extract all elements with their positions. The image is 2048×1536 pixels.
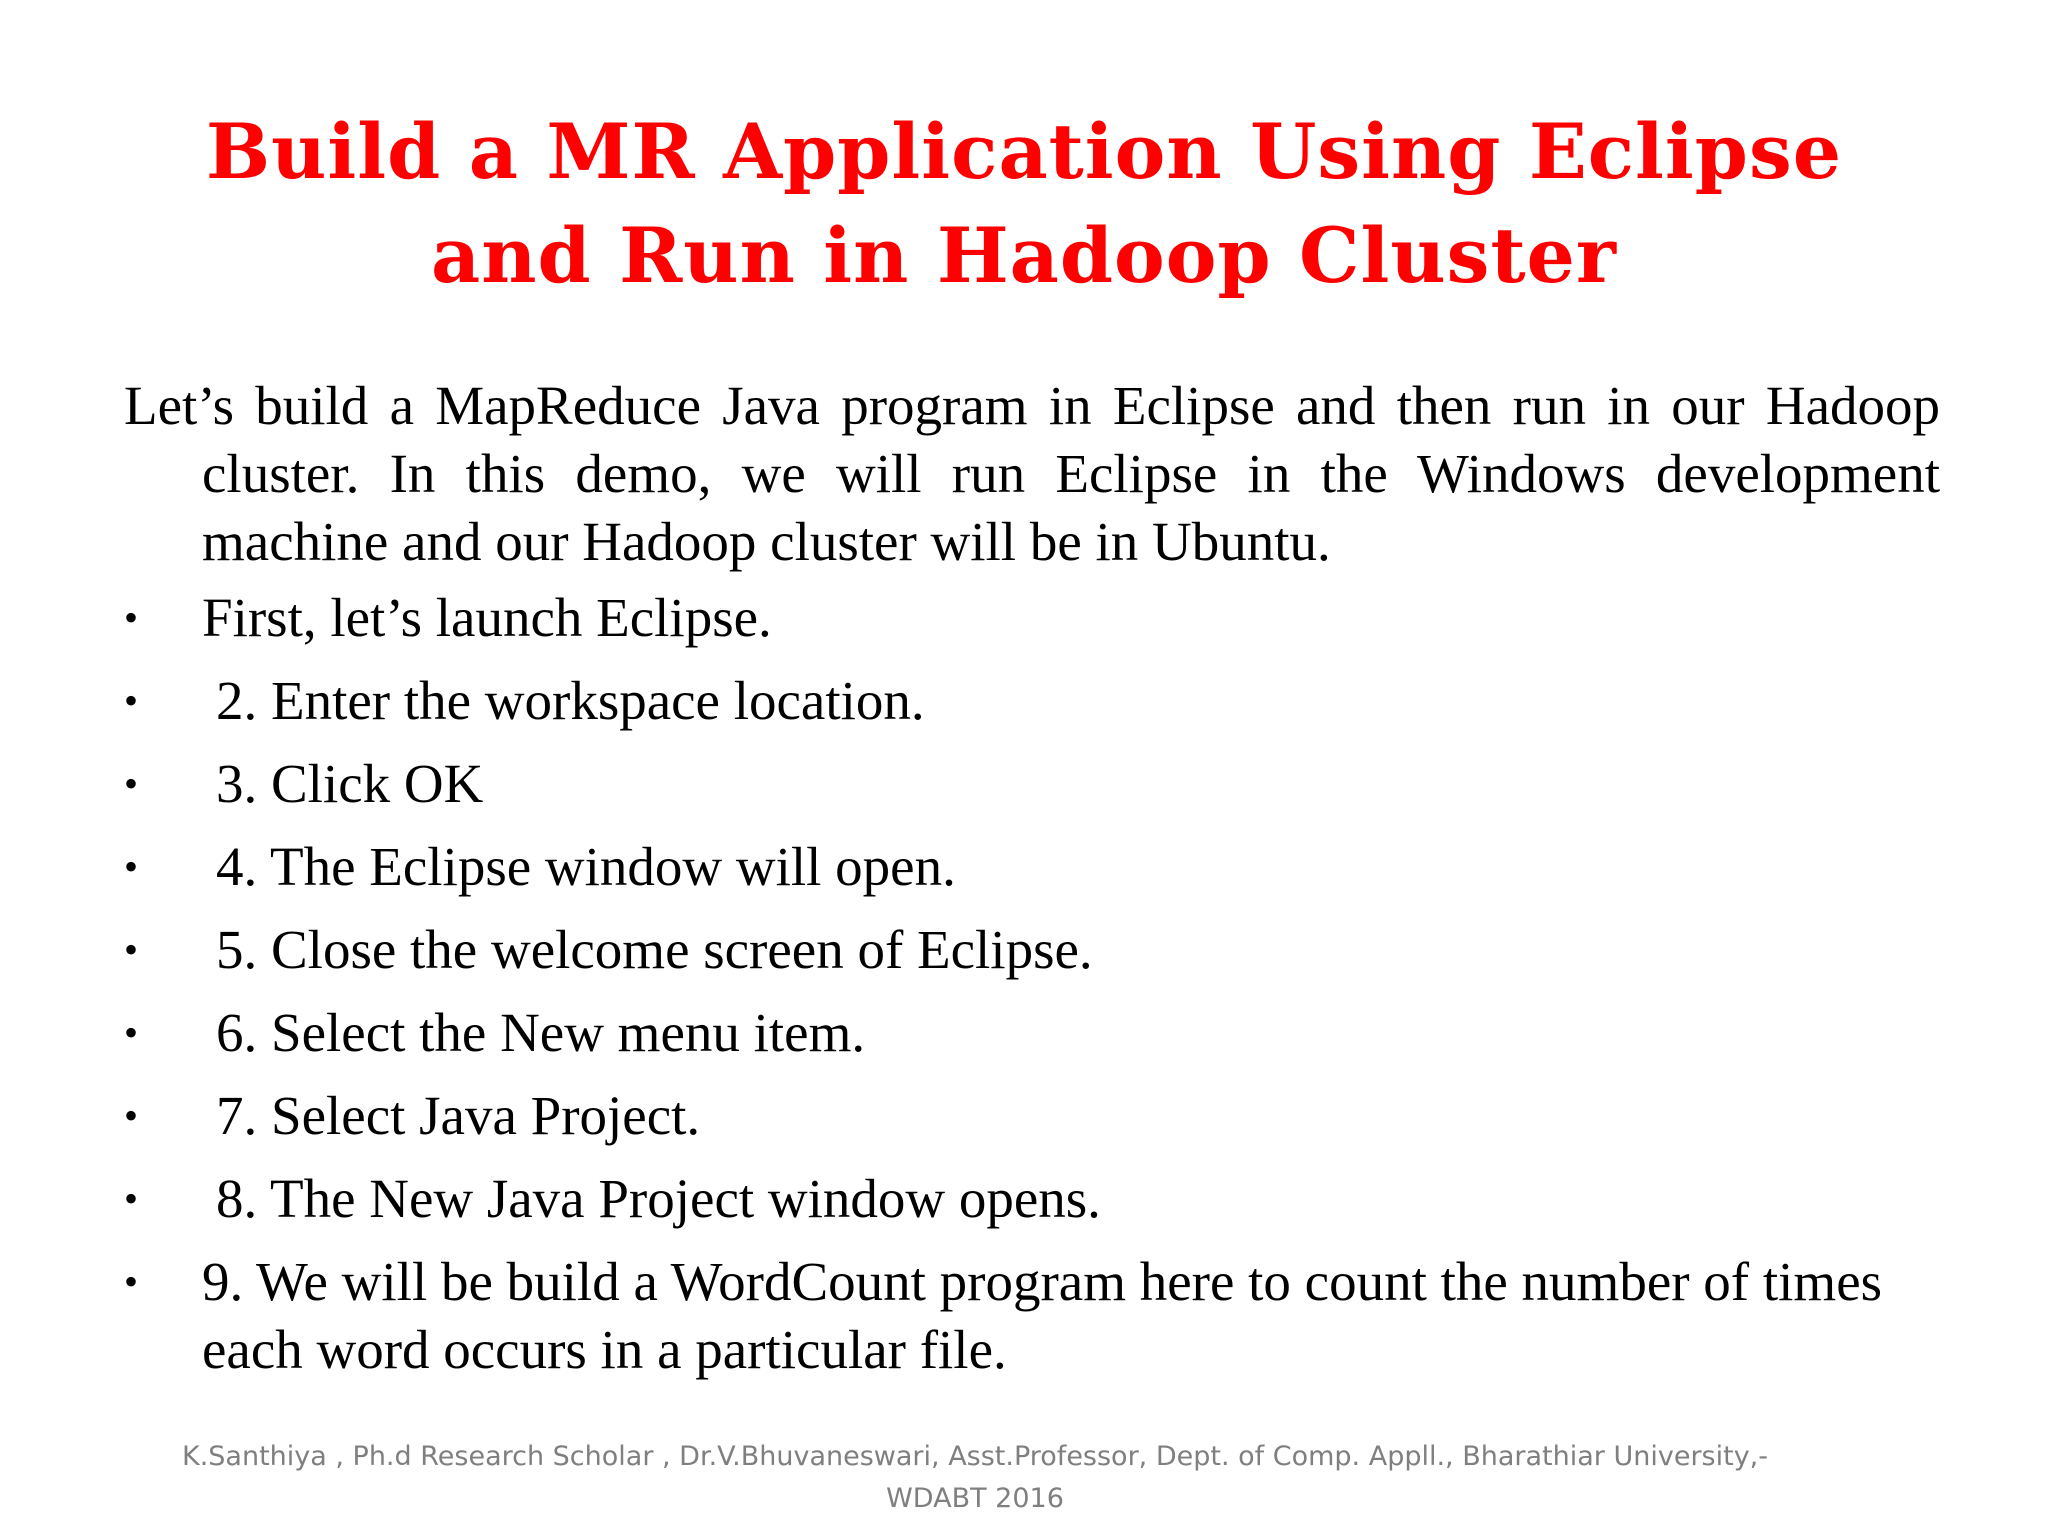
- bullet-icon: •: [124, 1176, 139, 1221]
- list-item: [124, 916, 1940, 984]
- bullet-icon: •: [124, 1093, 139, 1138]
- list-item: [124, 584, 1940, 652]
- slide-title: [0, 100, 2048, 308]
- list-item-text: 5. Close the welcome screen of Eclipse.: [216, 919, 1093, 980]
- slide-title-line-1: Build a MR Application Using Eclipse: [205, 107, 1843, 196]
- list-item: [124, 999, 1940, 1067]
- bullet-icon: •: [124, 844, 139, 889]
- list-item: [124, 667, 1940, 735]
- footer-credits: K.Santhiya , Ph.d Research Scholar , Dr.V.Bhuvaneswari, Asst.Professor, Dept. of Comp. Appll., Bharathiar University,-: [181, 1441, 1768, 1472]
- list-item-text: 6. Select the New menu item.: [216, 1002, 866, 1063]
- list-item: [124, 1248, 1940, 1384]
- list-item-text: 2. Enter the workspace location.: [216, 670, 925, 731]
- bullet-icon: •: [124, 1010, 139, 1055]
- list-item-text: 3. Click OK: [216, 753, 484, 814]
- list-item-text: 4. The Eclipse window will open.: [216, 836, 956, 897]
- list-item: [124, 1082, 1940, 1150]
- list-item: [124, 1165, 1940, 1233]
- bullet-icon: •: [124, 1259, 139, 1304]
- slide-footer: [0, 1436, 1950, 1520]
- list-item-text: First, let’s launch Eclipse.: [202, 587, 772, 648]
- list-item: [124, 750, 1940, 818]
- bullet-list: [124, 584, 1940, 1384]
- intro-paragraph: Let’s build a MapReduce Java program in Eclipse and then run in our Hadoop cluster. In this demo, we will run Eclipse in the Windows development machine and our Hadoop cluster will be in Ubuntu.: [124, 375, 1940, 572]
- list-item: [124, 833, 1940, 901]
- footer-event: WDABT 2016: [886, 1483, 1064, 1514]
- list-item-text: 9. We will be build a WordCount program here to count the number of times each word occurs in a particular file.: [202, 1251, 1883, 1380]
- slide-title-line-2: and Run in Hadoop Cluster: [431, 211, 1617, 300]
- bullet-icon: •: [124, 927, 139, 972]
- list-item-text: 7. Select Java Project.: [216, 1085, 701, 1146]
- bullet-icon: •: [124, 595, 139, 640]
- bullet-icon: •: [124, 678, 139, 723]
- slide-body: [124, 372, 1940, 1399]
- bullet-icon: •: [124, 761, 139, 806]
- list-item-text: 8. The New Java Project window opens.: [216, 1168, 1101, 1229]
